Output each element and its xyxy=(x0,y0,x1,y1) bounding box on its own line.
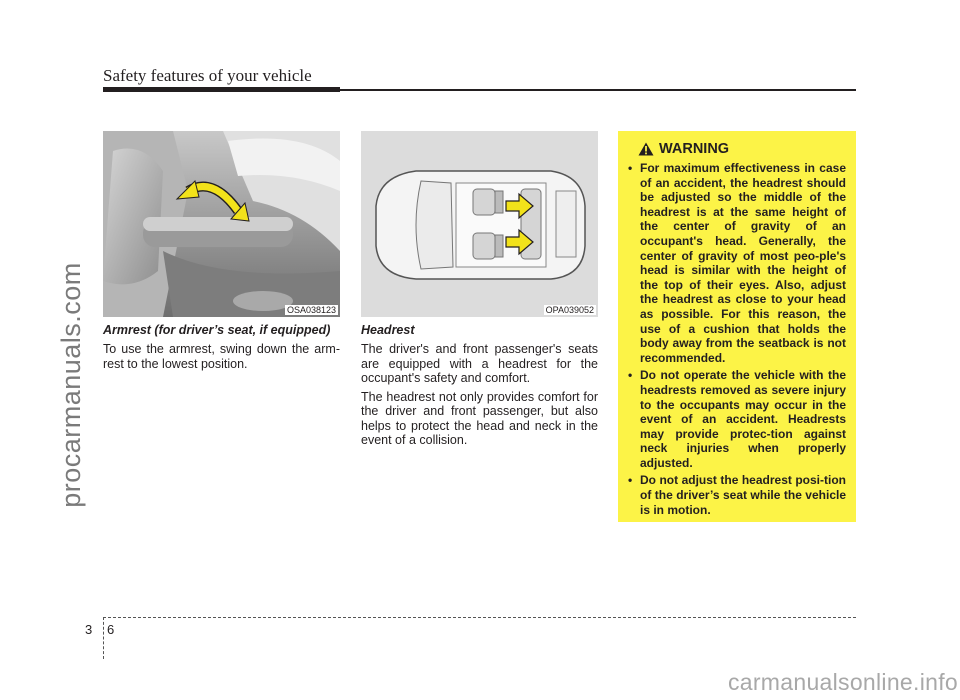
chapter-number: 3 xyxy=(85,622,93,637)
page-number: 6 xyxy=(107,622,115,637)
headrest-paragraph: The driver's and front passenger's seats are equipped with a headrest for the occupant's safety and comfort. xyxy=(361,342,598,385)
image-code-left: OSA038123 xyxy=(286,305,336,315)
warning-header xyxy=(638,141,846,157)
page-header-title: Safety features of your vehicle xyxy=(103,66,312,85)
warning-list xyxy=(628,161,846,517)
footer-divider xyxy=(103,617,104,659)
headrest-heading: Headrest xyxy=(361,323,415,337)
armrest-body xyxy=(103,342,340,375)
warning-item: • Do not adjust the headrest posi-tion of the driver’s seat while the vehicle is in motion. xyxy=(628,473,846,517)
bottom-watermark: carmanualsonline.info xyxy=(727,669,958,695)
warning-box xyxy=(618,131,856,522)
footer-rule xyxy=(103,617,856,618)
armrest-illustration xyxy=(103,131,340,317)
headrest-body xyxy=(361,342,598,452)
headrest-paragraph: The headrest not only provides comfort for the driver and front passenger, but also helps to protect the head and neck in the event of a collision. xyxy=(361,389,598,447)
armrest-paragraph: To use the armrest, swing down the arm-rest to the lowest position. xyxy=(103,342,340,371)
header-rule-thick xyxy=(103,87,340,92)
warning-triangle-icon xyxy=(638,142,654,156)
warning-item: • Do not operate the vehicle with the headrests removed as severe injury to the occupants may occur in the event of an accident. Headrests may provide protec-tion against neck injuries when properly adjusted. xyxy=(628,368,846,470)
image-code-middle: OPA039052 xyxy=(545,305,594,315)
warning-title: WARNING xyxy=(659,141,730,157)
side-watermark: procarmanuals.com xyxy=(56,262,86,508)
warning-item: • For maximum effectiveness in case of an accident, the headrest should be adjusted so the middle of the headrest is at the same height of the center of gravity of an occupant's head. Generally, the center of gravity of most peo-ple's head is similar with the height of the top of their eyes. Also, adjust the headrest as close to your head as possible. For this reason, the use of a cushion that holds the body away from the seatback is not recommended. xyxy=(628,161,846,365)
header-rule-thin xyxy=(340,89,856,91)
headrest-illustration xyxy=(361,131,598,317)
armrest-heading: Armrest (for driver’s seat, if equipped) xyxy=(103,323,331,337)
